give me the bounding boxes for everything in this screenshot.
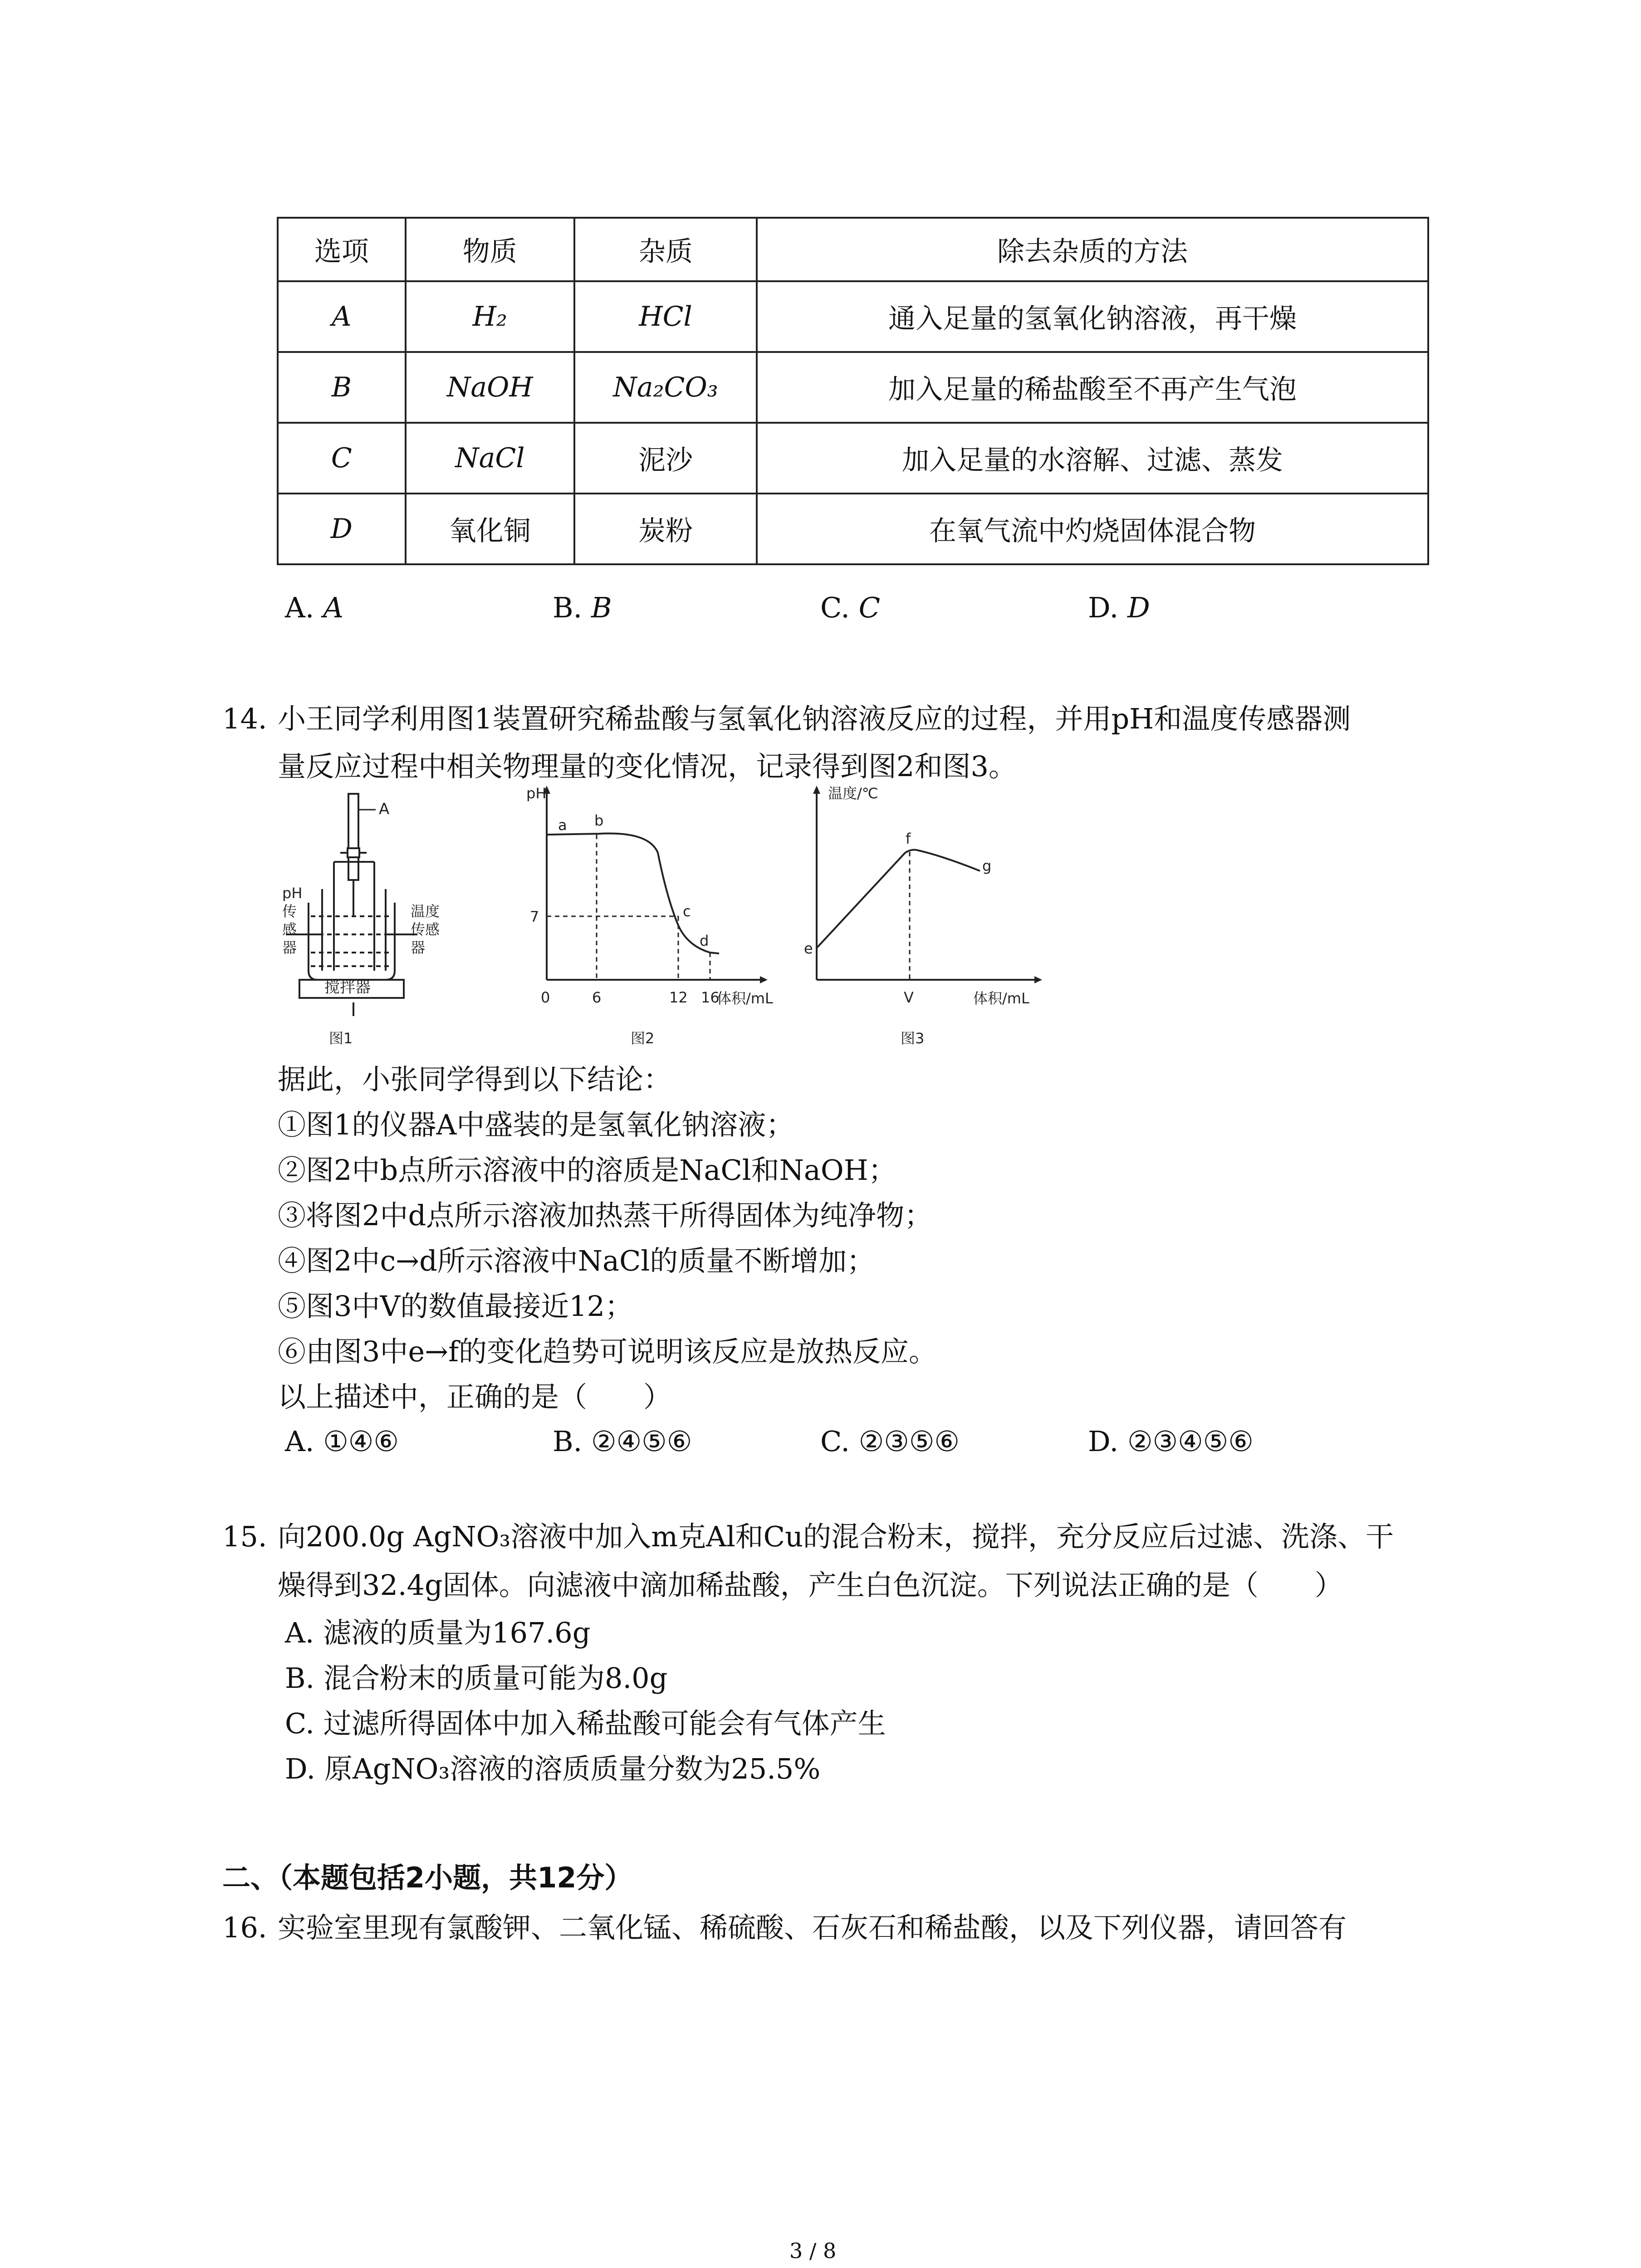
table-cell-option: C <box>278 423 406 494</box>
table-cell-substance: NaCl <box>406 423 574 494</box>
fig2-x-tick: 6 <box>592 989 602 1006</box>
option-value: 滤液的质量为167.6g <box>323 1616 591 1649</box>
q15-option-b[interactable] <box>285 1656 667 1701</box>
experiment-figures <box>272 780 1066 1061</box>
fig1-temp-label: 温度 <box>411 903 440 920</box>
table-cell-method: 加入足量的稀盐酸至不再产生气泡 <box>757 352 1428 423</box>
conclusion-item: ①图1的仪器A中盛装的是氢氧化钠溶液； <box>278 1108 794 1141</box>
table-cell-substance: 氧化铜 <box>406 494 574 564</box>
table-cell-impurity: Na₂CO₃ <box>574 352 757 423</box>
option-letter: B. <box>285 1662 315 1695</box>
table-cell-method: 加入足量的水溶解、过滤、蒸发 <box>757 423 1428 494</box>
table-cell-option: D <box>278 494 406 564</box>
option-value: C <box>858 591 881 624</box>
fig3-point-e: e <box>804 940 813 957</box>
impurity-removal-table <box>277 217 1429 565</box>
question-number: 14. <box>222 702 267 735</box>
fig2-y-tick: 7 <box>530 908 539 925</box>
q15-option-c[interactable] <box>285 1701 886 1746</box>
option-letter: A. <box>285 1425 314 1458</box>
conclusion-item: ②图2中b点所示溶液中的溶质是NaCl和NaOH； <box>278 1154 896 1187</box>
fig1-temp-label: 传感 <box>411 921 440 938</box>
option-value: B <box>591 591 612 624</box>
fig3-point-f: f <box>906 830 911 847</box>
option-letter: A. <box>285 591 314 624</box>
question-number: 15. <box>222 1520 267 1553</box>
fig1-stirrer-label: 搅拌器 <box>324 978 371 997</box>
section-title: 二、（本题包括2小题，共12分） <box>222 1861 633 1894</box>
option-letter: A. <box>285 1616 314 1649</box>
question-stem: 实验室里现有氯酸钾、二氧化锰、稀硫酸、石灰石和稀盐酸，以及下列仪器，请回答有 <box>278 1911 1347 1944</box>
fig3-x-tick: V <box>904 989 914 1006</box>
option-letter: C. <box>820 1425 850 1458</box>
option-value: 原AgNO₃溶液的溶质质量分数为25.5% <box>324 1752 821 1785</box>
fig1-temp-label: 器 <box>411 939 426 956</box>
fig2-x-axis-label: 体积/mL <box>717 990 773 1007</box>
fig2-x-tick: 16 <box>701 989 720 1006</box>
conclusion-item: ⑥由图3中e→f的变化趋势可说明该反应是放热反应。 <box>278 1335 937 1368</box>
q15-option-d[interactable] <box>285 1746 820 1792</box>
option-value: ②③⑤⑥ <box>858 1425 960 1458</box>
fig1-ph-label: 感 <box>282 921 297 938</box>
question-number: 16. <box>222 1911 267 1944</box>
conclusion-item: ③将图2中d点所示溶液加热蒸干所得固体为纯净物； <box>278 1199 933 1232</box>
option-letter: C. <box>285 1707 314 1740</box>
table-header: 物质 <box>406 218 574 281</box>
option-value: D <box>1127 591 1150 624</box>
option-value: 混合粉末的质量可能为8.0g <box>323 1662 668 1695</box>
fig1-label-a: A <box>379 800 390 818</box>
conclusion-item: ⑤图3中V的数值最接近12； <box>278 1290 633 1323</box>
table-cell-method: 在氧气流中灼烧固体混合物 <box>757 494 1428 564</box>
fig2-x-tick: 12 <box>669 989 688 1006</box>
fig2-y-axis-label: pH <box>526 785 547 802</box>
q13-option-b[interactable] <box>553 585 612 631</box>
option-value: ②③④⑤⑥ <box>1127 1425 1254 1458</box>
fig2-caption: 图2 <box>631 1030 655 1047</box>
table-cell-impurity: 炭粉 <box>574 494 757 564</box>
table-cell-substance: H₂ <box>406 281 574 352</box>
table-row <box>278 352 1428 423</box>
figure-2-ph-curve <box>543 786 768 983</box>
conclusion-intro: 据此，小张同学得到以下结论： <box>278 1063 672 1096</box>
figure-3-temperature-curve <box>813 786 1042 983</box>
option-letter: D. <box>285 1752 316 1785</box>
fig3-caption: 图3 <box>901 1030 925 1047</box>
fig1-ph-label: 器 <box>282 939 297 956</box>
table-cell-impurity: HCl <box>574 281 757 352</box>
q13-option-a[interactable] <box>285 585 343 631</box>
fig2-point-c: c <box>683 903 691 920</box>
fig2-point-d: d <box>700 932 709 949</box>
conclusion-item: ④图2中c→d所示溶液中NaCl的质量不断增加； <box>278 1244 875 1277</box>
option-value: ①④⑥ <box>323 1425 399 1458</box>
table-header: 选项 <box>278 218 406 281</box>
table-cell-substance: NaOH <box>406 352 574 423</box>
fig3-point-g: g <box>982 857 992 875</box>
page-number: 3 / 8 <box>789 2239 837 2263</box>
question-stem: 量反应过程中相关物理量的变化情况，记录得到图2和图3。 <box>278 750 1017 783</box>
fig1-ph-label: pH <box>282 885 303 902</box>
question-stem: 燥得到32.4g固体。向滤液中滴加稀盐酸，产生白色沉淀。下列说法正确的是（ ） <box>278 1569 1343 1602</box>
q14-option-d[interactable] <box>1088 1419 1254 1464</box>
q13-option-c[interactable] <box>820 585 880 631</box>
table-header-row <box>278 218 1428 281</box>
table-cell-option: B <box>278 352 406 423</box>
option-letter: D. <box>1088 591 1119 624</box>
table-cell-method: 通入足量的氢氧化钠溶液，再干燥 <box>757 281 1428 352</box>
q14-option-b[interactable] <box>553 1419 692 1464</box>
fig2-point-a: a <box>558 816 567 834</box>
table-cell-impurity: 泥沙 <box>574 423 757 494</box>
option-value: 过滤所得固体中加入稀盐酸可能会有气体产生 <box>323 1707 886 1740</box>
table-row <box>278 423 1428 494</box>
fig2-point-b: b <box>594 812 604 829</box>
table-row <box>278 281 1428 352</box>
option-letter: C. <box>820 591 850 624</box>
table-header: 杂质 <box>574 218 757 281</box>
fig3-x-axis-label: 体积/mL <box>973 990 1029 1007</box>
question-stem: 向200.0g AgNO₃溶液中加入m克Al和Cu的混合粉末，搅拌，充分反应后过滤、洗涤、干 <box>278 1520 1394 1553</box>
option-letter: D. <box>1088 1425 1119 1458</box>
fig1-caption: 图1 <box>329 1030 353 1047</box>
fig3-y-axis-label: 温度/℃ <box>828 785 878 802</box>
fig2-x-tick: 0 <box>541 989 550 1006</box>
option-value: A <box>323 591 343 624</box>
option-letter: B. <box>553 1425 583 1458</box>
table-header: 除去杂质的方法 <box>757 218 1428 281</box>
fig1-ph-label: 传 <box>282 903 297 920</box>
option-letter: B. <box>553 591 583 624</box>
table-cell-option: A <box>278 281 406 352</box>
q14-option-a[interactable] <box>285 1419 399 1464</box>
q14-option-c[interactable] <box>820 1419 960 1464</box>
option-value: ②④⑤⑥ <box>591 1425 692 1458</box>
q13-option-d[interactable] <box>1088 585 1150 631</box>
question-ask: 以上描述中，正确的是（ ） <box>278 1380 672 1413</box>
question-stem: 小王同学利用图1装置研究稀盐酸与氢氧化钠溶液反应的过程，并用pH和温度传感器测 <box>278 702 1351 735</box>
q15-option-a[interactable] <box>285 1610 590 1656</box>
table-row <box>278 494 1428 564</box>
